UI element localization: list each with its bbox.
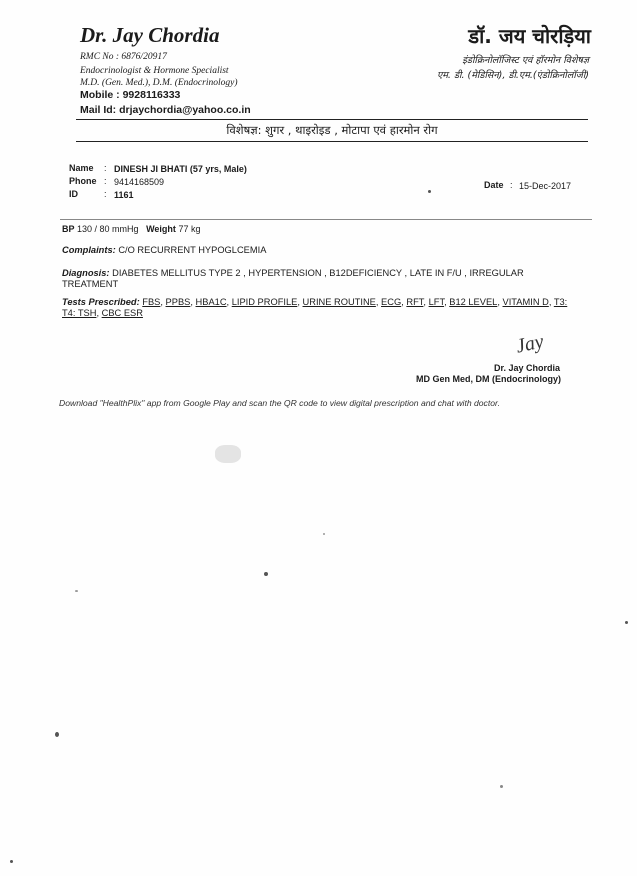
diagnosis-block [62, 268, 582, 290]
test-item: ECG [381, 297, 402, 307]
scan-speck [10, 860, 13, 863]
hindi-doctor-name: डॉ. जय चोरड़िया [468, 24, 591, 48]
scan-speck [75, 590, 78, 592]
bp-value: 130 / 80 mmHg [77, 224, 139, 234]
healthplix-note: Download "HealthPlix" app from Google Play and scan the QR code to view digital prescription and chat with doctor. [59, 398, 500, 408]
colon: : [104, 176, 107, 186]
diagnosis-line2: TREATMENT [62, 279, 119, 289]
signature-degree: MD Gen Med, DM (Endocrinology) [416, 374, 561, 384]
weight-label: Weight [146, 224, 176, 234]
test-item: T4: TSH [62, 308, 97, 318]
vitals-row [62, 224, 200, 234]
test-item: B12 LEVEL [449, 297, 498, 307]
test-item: HBA1C [195, 297, 227, 307]
patient-name: DINESH JI BHATI (57 yrs, Male) [114, 164, 247, 174]
test-item: URINE ROUTINE [302, 297, 376, 307]
complaints-value: C/O RECURRENT HYPOGLCEMIA [118, 245, 267, 255]
scan-speck [625, 621, 628, 624]
complaints-label: Complaints: [62, 245, 116, 255]
patient-divider [60, 219, 592, 220]
hindi-specialist: इंडोक्रिनोलॉजिस्ट एवं हॉरमोन विशेषज्ञ [462, 55, 589, 66]
header-divider-top [76, 119, 588, 120]
test-item: RFT [406, 297, 424, 307]
complaints-row [62, 245, 266, 255]
header-divider-bottom [76, 141, 588, 142]
scan-speck [428, 190, 431, 193]
speciality-banner: विशेषज्ञ: शुगर , थाइरोइड , मोटापा एवं हारमोन रोग [226, 123, 438, 137]
scan-speck [264, 572, 268, 576]
diagnosis-label: Diagnosis: [62, 268, 110, 278]
test-item: LFT [428, 297, 445, 307]
patient-id: 1161 [114, 190, 134, 200]
date-label: Date [484, 180, 504, 190]
scan-speck [323, 533, 325, 535]
colon: : [510, 180, 513, 190]
specialist-title: Endocrinologist & Hormone Specialist [80, 66, 229, 76]
weight-value: 77 kg [178, 224, 201, 234]
test-item: CBC ESR [101, 308, 143, 318]
tests-label: Tests Prescribed: [62, 297, 140, 307]
colon: : [104, 189, 107, 199]
colon: : [104, 163, 107, 173]
scan-speck [55, 732, 59, 737]
mail-id: Mail Id: drjaychordia@yahoo.co.in [80, 104, 251, 116]
mobile-number: Mobile : 9928116333 [80, 89, 181, 101]
signature-scribble: Jay [513, 330, 546, 358]
prescription-date: 15-Dec-2017 [519, 181, 572, 191]
qualification: M.D. (Gen. Med.), D.M. (Endocrinology) [80, 78, 238, 88]
bp-label: BP [62, 224, 75, 234]
tests-block: Tests Prescribed: FBS, PPBS, HBA1C, LIPID PROFILE, URINE ROUTINE, ECG, RFT, LFT, B12 LEVEL, VITAMIN D, T3: T4: TSH, CBC ESR [62, 297, 568, 318]
hindi-qualification: एम. डी. (मेडिसिन), डी.एम.(एंडोक्रिनोलॉजी) [436, 70, 589, 81]
name-label: Name [69, 163, 94, 173]
scan-smudge [215, 445, 241, 463]
test-item: T3: [553, 297, 568, 307]
id-label: ID [69, 189, 78, 199]
test-item: PPBS [165, 297, 191, 307]
rmc-number: RMC No : 6876/20917 [80, 52, 167, 62]
doctor-name: Dr. Jay Chordia [80, 23, 220, 47]
patient-phone: 9414168509 [114, 177, 165, 187]
scan-speck [500, 785, 503, 788]
test-item: LIPID PROFILE [231, 297, 298, 307]
diagnosis-line1: DIABETES MELLITUS TYPE 2 , HYPERTENSION , B12DEFICIENCY , LATE IN F/U , IRREGULAR [112, 268, 524, 278]
phone-label: Phone [69, 176, 97, 186]
test-item: VITAMIN D [502, 297, 549, 307]
test-item: FBS [142, 297, 161, 307]
signature-name: Dr. Jay Chordia [493, 363, 560, 373]
